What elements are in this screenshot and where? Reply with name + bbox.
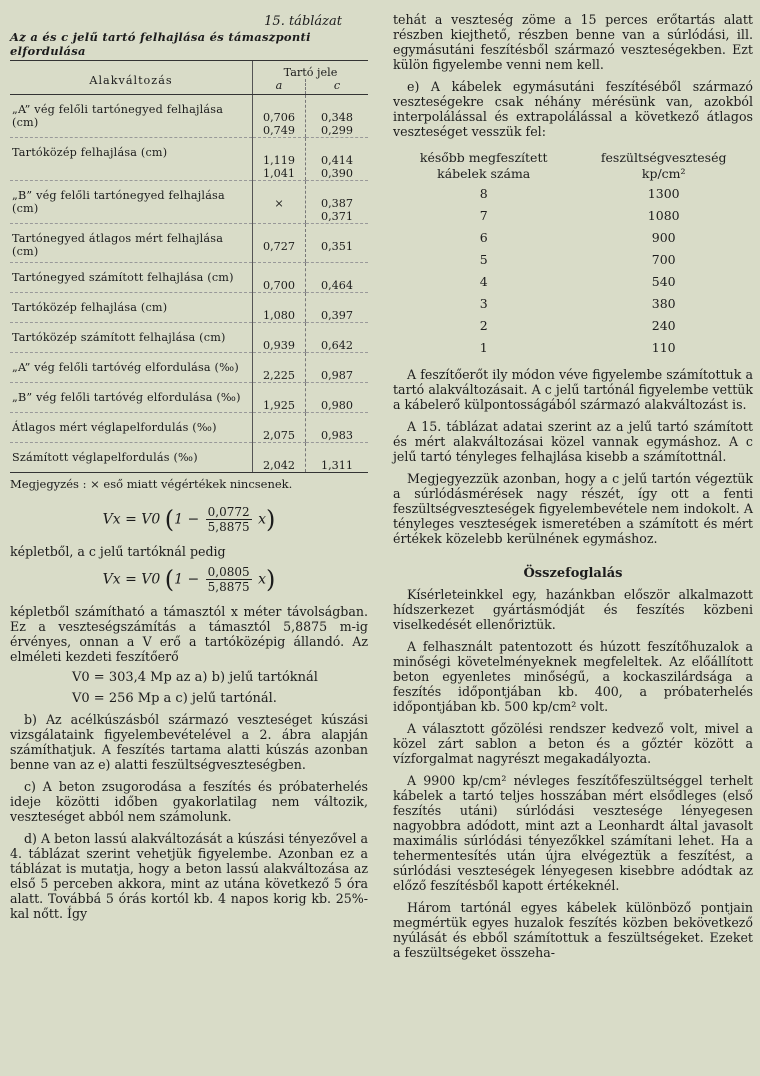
cell-a: 0,727 (253, 224, 306, 263)
cell-c: 0,414 0,390 (306, 138, 369, 181)
cell-c: 0,348 0,299 (306, 95, 369, 138)
loss-table-row (393, 293, 753, 315)
loss-table-row (393, 271, 753, 293)
table-row (10, 263, 368, 293)
table-number: 15. táblázat (264, 14, 342, 29)
row-label: Tartóközép számított felhajlása (cm) (10, 323, 253, 353)
row-label: Tartóközép felhajlása (cm) (10, 138, 253, 181)
row-label: „A” vég felőli tartónegyed felhajlása (cm) (10, 95, 253, 138)
summary-paragraph-5: Három tartónál egyes kábelek különböző pontjain megmértük egyes huzalok feszítés közben bekövetkező nyúlását és ebből számítottuk a feszültségeket. Ezeket a feszültségeket összeha- (393, 900, 753, 960)
cell-a: 1,080 (253, 293, 306, 323)
loss-count-cell: 6 (479, 230, 488, 245)
loss-table-body (393, 183, 753, 359)
cell-a: 2,225 (253, 353, 306, 383)
row-label: Számított véglapelfordulás (‰) (10, 443, 253, 473)
col-header-beam: Tartó jele (253, 61, 369, 80)
col-header-c: c (306, 79, 369, 95)
table-row (10, 138, 368, 181)
table-title: Az a és c jelű tartó felhajlása és támaszponti elfordulása (10, 30, 311, 58)
loss-value-cell: 1080 (647, 208, 680, 223)
col-header-deformation: Alakváltozás (10, 61, 253, 95)
loss-value-cell: 900 (651, 230, 676, 245)
table-row (10, 95, 368, 138)
loss-col-header-loss: feszültségveszteség kp/cm² (600, 150, 727, 181)
summary-paragraph-2: A felhasznált patentozott és húzott feszítőhuzalok a minőségi követelményeknek megfeleltek. Az előállított beton egyenletes minőségű, a kockaszilárdsága a feszítés időpontjában kb. 400, a próbaterhelés időpontjában kb. 500 kp/cm² volt. (393, 639, 753, 714)
loss-count-cell: 1 (479, 340, 488, 355)
loss-count-cell: 5 (479, 252, 488, 267)
formula-1: Vx = V0 (1 − $\frac{0,0772}{5,8875}$ x) (102, 505, 276, 534)
cell-c: 0,464 (306, 263, 369, 293)
row-label: „B” vég felőli tartóvég elfordulása (‰) (10, 383, 253, 413)
cell-c: 0,351 (306, 224, 369, 263)
loss-table (393, 149, 753, 359)
cell-a: 0,700 (253, 263, 306, 293)
paragraph-right-5: Megjegyezzük azonban, hogy a c jelű tartón végeztük a súrlódásmérések nagy részét, így ott a fenti feszültségveszteségek figyelembevétele nem indokolt. A tényleges veszteségek ismeretében a számított és mért értékek közelebb kerülnének egymáshoz. (393, 471, 753, 546)
cell-c: 0,397 (306, 293, 369, 323)
cell-a: 1,119 1,041 (253, 138, 306, 181)
formula-1-lhs: Vx = V0 (102, 511, 161, 528)
text-between-formulas: képletből, a c jelű tartóknál pedig (10, 544, 226, 559)
formula-2-fraction (206, 565, 252, 594)
row-label: „A” vég felőli tartóvég elfordulása (‰) (10, 353, 253, 383)
loss-value-cell: 700 (651, 252, 676, 267)
deformation-table-body (10, 95, 368, 473)
loss-table-row (393, 183, 753, 205)
paragraph-right-3: A feszítőerőt ily módon véve figyelembe számítottuk a tartó alakváltozásait. A c jelű tartónál figyelembe vettük a kábelerő külpontosságából származó alakváltozást is. (393, 367, 753, 412)
paragraph-right-1: tehát a veszteség zöme a 15 perces erőtartás alatt részben kiejthető, részben benne van a súrlódási, ill. egymásutáni feszítésből származó veszteségekben. Ezt külön figyelembe venni nem kell. (393, 12, 753, 72)
table-row (10, 413, 368, 443)
table-row (10, 353, 368, 383)
loss-value-cell: 240 (651, 318, 676, 333)
summary-paragraph-3: A választott gőzölési rendszer kedvező volt, mivel a közel zárt sablon a beton és a gőztér között a vízforgalmat nagyrészt megakadályozta. (393, 721, 753, 766)
table-row (10, 383, 368, 413)
cell-a: 2,075 (253, 413, 306, 443)
cell-a: 2,042 (253, 443, 306, 473)
formula-2: Vx = V0 (1 − $\frac{0,0805}{5,8875}$ x) (102, 565, 276, 594)
row-label: Tartónegyed átlagos mért felhajlása (cm) (10, 224, 253, 263)
formula-2-var: x (258, 571, 266, 588)
loss-count-cell: 3 (479, 296, 488, 311)
paragraph-right-2: e) A kábelek egymásutáni feszítéséből származó veszteségekre csak néhány mérésünk van, azokból interpolálással és extrapolálással a következő átlagos veszteséget vesszük fel: (393, 79, 753, 139)
right-column (393, 12, 753, 960)
cell-c: 0,987 (306, 353, 369, 383)
formula-2-num: 0,0805 (207, 565, 250, 579)
formula-1-fraction (206, 505, 252, 534)
loss-value-cell: 380 (651, 296, 676, 311)
row-label: Tartónegyed számított felhajlása (cm) (10, 263, 253, 293)
loss-table-row (393, 337, 753, 359)
formula-2-den: 5,8875 (207, 580, 250, 594)
cell-c: 1,311 (306, 443, 369, 473)
cell-c: 0,983 (306, 413, 369, 443)
loss-value-cell: 110 (651, 340, 676, 355)
loss-table-row (393, 315, 753, 337)
loss-col-header-count: később megfeszített kábelek száma (419, 150, 548, 181)
paragraph-left-3: c) A beton zsugorodása a feszítés és próbaterhelés ideje közötti időben gyakorlatilag nem változik, veszteséget abból nem számolunk. (10, 779, 368, 824)
table-row (10, 181, 368, 224)
loss-count-cell: 2 (479, 318, 488, 333)
formula-1-var: x (258, 511, 266, 528)
table-row (10, 293, 368, 323)
v0-line-a: V0 = 303,4 Mp az a) b) jelű tartóknál (72, 670, 318, 685)
formula-1-num: 0,0772 (207, 505, 250, 519)
loss-table-row (393, 205, 753, 227)
table-note (10, 477, 368, 491)
section-heading-summary: Összefoglalás (523, 566, 623, 581)
cell-a: 1,925 (253, 383, 306, 413)
formula-2-lhs: Vx = V0 (102, 571, 161, 588)
cell-a: 0,706 0,749 (253, 95, 306, 138)
left-column (10, 0, 368, 921)
col-header-a: a (253, 79, 306, 95)
row-label: „B” vég felőli tartónegyed felhajlása (cm) (10, 181, 253, 224)
formula-1-den: 5,8875 (207, 520, 250, 534)
cell-c: 0,642 (306, 323, 369, 353)
row-label: Átlagos mért véglapelfordulás (‰) (10, 413, 253, 443)
cell-a: × (253, 181, 306, 224)
table-row (10, 224, 368, 263)
summary-paragraph-1: Kísérleteinkkel egy, hazánkban először alkalmazott hídszerkezet gyártásmódját és feszítés közbeni viselkedését ellenőriztük. (393, 587, 753, 632)
v0-line-c: V0 = 256 Mp a c) jelű tartónál. (72, 691, 277, 706)
cell-c: 0,980 (306, 383, 369, 413)
paragraph-left-4: d) A beton lassú alakváltozását a kúszási tényezővel a 4. táblázat szerint vehetjük figyelembe. Azonban ez a táblázat is mutatja, hogy a beton lassú alakváltozása az első 5 perceben akkora, mint az utána következő 5 óra alatt. Továbbá 5 órás kortól kb. 4 napos korig kb. 25%-kal nőtt. Így (10, 831, 368, 921)
loss-value-cell: 1300 (647, 186, 680, 201)
table-note-text: Megjegyzés : × eső miatt végértékek nincsenek. (10, 477, 293, 491)
loss-value-cell: 540 (651, 274, 676, 289)
loss-count-cell: 8 (479, 186, 488, 201)
loss-count-cell: 7 (479, 208, 488, 223)
deformation-table (10, 60, 368, 473)
paragraph-left-2: b) Az acélkúszásból származó veszteséget kúszási vizsgálataink figyelembevételével a 2. ábra alapján számíthatjuk. A feszítés tartama alatti kúszás azonban benne van az e) alatti feszültségveszteségben. (10, 712, 368, 772)
cell-a: 0,939 (253, 323, 306, 353)
loss-table-row (393, 249, 753, 271)
table-row (10, 323, 368, 353)
summary-paragraph-4: A 9900 kp/cm² névleges feszítőfeszültséggel terhelt kábelek a tartó teljes hosszában mért elsődleges (első feszítés utáni) súrlódási vesztesége lényegesen nagyobbra adódott, mint azt a Leonhardt által javasolt maximális súrlódási tényezőkkel számítani lehet. Ha a tehermentesítés után újra elvégeztük a feszítést, a súrlódási veszteségek lényegesen kisebbre adódtak az előző feszítésből kapott értékeknél. (393, 773, 753, 893)
row-label: Tartóközép felhajlása (cm) (10, 293, 253, 323)
cell-c: 0,387 0,371 (306, 181, 369, 224)
paragraph-left-1: képletből számítható a támasztól x méter távolságban. Ez a veszteségszámítás a támasztól 5,8875 m-ig érvényes, onnan a V erő a tartóközépig állandó. Az elméleti kezdeti feszítőerő (10, 604, 368, 664)
loss-count-cell: 4 (479, 274, 488, 289)
paragraph-right-4: A 15. táblázat adatai szerint az a jelű tartó számított és mért alakváltozásai közel vannak egymáshoz. A c jelű tartó tényleges felhajlása kisebb a számítottnál. (393, 419, 753, 464)
loss-table-row (393, 227, 753, 249)
table-row (10, 443, 368, 473)
